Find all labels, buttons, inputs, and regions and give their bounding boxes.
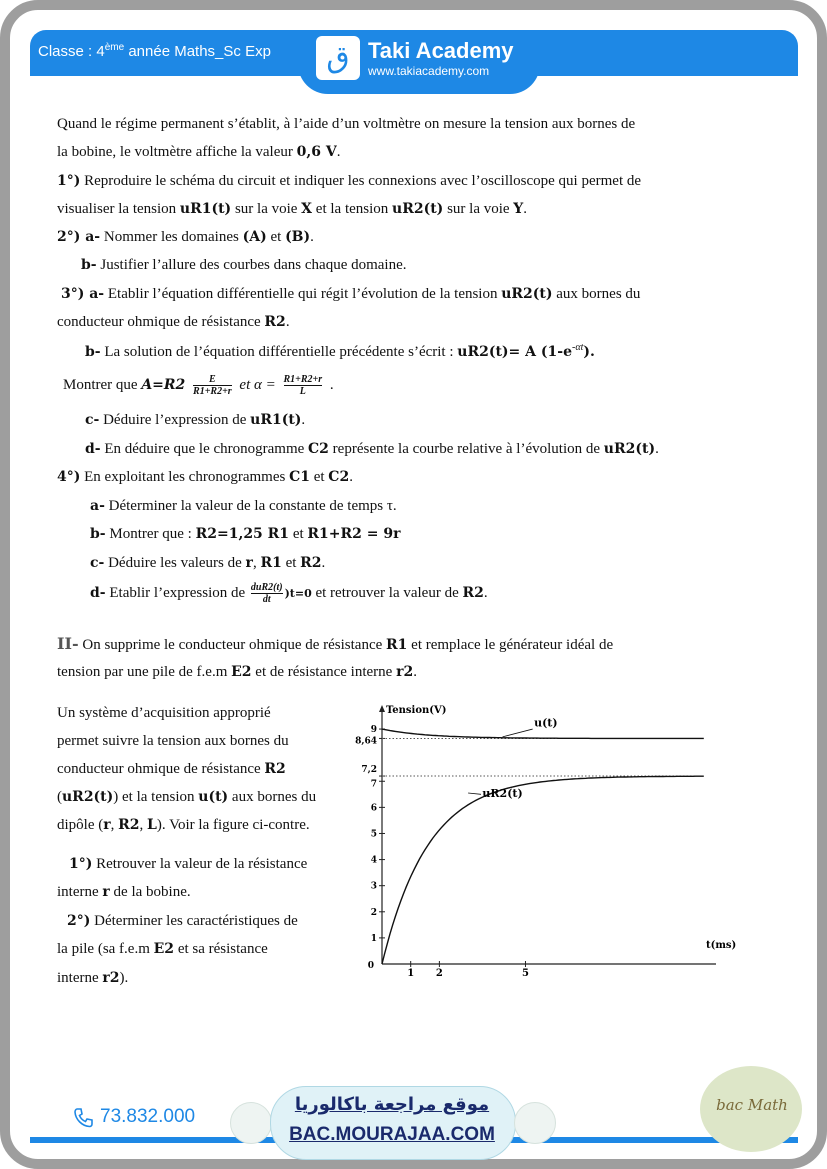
text-line: Un système d’acquisition approprié	[57, 705, 271, 721]
text-line: permet suivre la tension aux bornes du	[57, 733, 289, 749]
series-ur2-label: uR2(t)	[482, 786, 523, 800]
y-tick-label: 7,2	[361, 765, 377, 776]
x-tick-label: 5	[521, 968, 529, 979]
text-line: (uR2(t)) et la tension u(t) aux bornes du	[57, 789, 317, 805]
y-tick-label: 6	[370, 803, 377, 814]
series-u-curve	[382, 729, 704, 738]
site-name-arabic[interactable]: موقع مراجعة باكالوريا	[294, 1094, 490, 1115]
text-line: interne r de la bobine.	[57, 884, 191, 900]
text-line: dipôle (r, R2, L). Voir la figure ci-contre.	[57, 817, 310, 833]
bac-math-badge-text: bac Math	[716, 1096, 788, 1114]
part-ii: II- On supprime le conducteur ohmique de résistance R1 et remplace le générateur idéal de	[57, 634, 614, 653]
question-4a: a- Déterminer la valeur de la constante de temps τ.	[90, 498, 397, 514]
x-tick-label: 2	[435, 968, 443, 979]
question-4c: c- Déduire les valeurs de r, R1 et R2.	[90, 555, 326, 571]
question-2b: b- Justifier l’allure des courbes dans chaque domaine.	[81, 257, 407, 273]
question-2a: 2°) a- Nommer les domaines (A) et (B).	[57, 229, 314, 245]
taki-logo-icon: ق	[316, 36, 360, 80]
question-1: 1°) Reproduire le schéma du circuit et indiquer les connexions avec l’oscilloscope qui permet de	[57, 173, 642, 189]
y-tick-label: 8,64	[355, 736, 377, 747]
x-axis-label: t(ms)	[706, 940, 737, 951]
y-tick-label: 1	[370, 933, 377, 944]
series-ur2-pointer	[468, 793, 481, 794]
text-line: visualiser la tension uR1(t) sur la voie X et la tension uR2(t) sur la voie Y.	[57, 201, 528, 217]
y-tick-label: 2	[370, 907, 377, 918]
text-line: tension par une pile de f.e.m E2 et de résistance interne r2.	[57, 664, 417, 680]
y-tick-label: 0	[367, 961, 374, 971]
formula-line: Montrer que A=R2 $\frac{E}{R1+R2+r}$ et α = $\frac{R1+R2+r}{L}$ .	[63, 374, 334, 397]
x-tick-label: 1	[407, 968, 415, 979]
question-4: 4°) En exploitant les chronogrammes C1 et C2.	[57, 469, 353, 485]
y-axis-arrow	[379, 705, 385, 712]
bac-mourajaa-logo-right	[514, 1102, 556, 1144]
question-3c: c- Déduire l’expression de uR1(t).	[85, 412, 306, 428]
y-tick-label: 9	[370, 725, 377, 736]
class-label: Classe : 4ème année Maths_Sc Exp	[38, 42, 271, 60]
y-tick-label: 4	[370, 855, 377, 866]
text-line: la pile (sa f.e.m E2 et sa résistance	[57, 941, 268, 957]
y-tick-label: 5	[370, 829, 377, 840]
text-line: Quand le régime permanent s’établit, à l’aide d’un voltmètre on mesure la tension aux bornes de	[57, 116, 636, 132]
question-3b: b- La solution de l’équation différentielle précédente s’écrit : uR2(t)= A $(1-e^{-\alpha t})$.	[85, 342, 595, 360]
y-tick-label: 7	[370, 779, 377, 790]
series-ur2-curve	[382, 776, 704, 964]
question-3d: d- En déduire que le chronogramme C2 représente la courbe relative à l’évolution de uR2(t).	[85, 441, 659, 457]
question-ii-1: 1°) Retrouver la valeur de la résistance	[69, 856, 308, 872]
phone-number[interactable]: 73.832.000	[100, 1106, 196, 1127]
y-axis-label: Tension(V)	[386, 705, 447, 716]
phone-icon	[72, 1106, 96, 1130]
tension-chart	[352, 702, 737, 979]
bac-mourajaa-logo-left	[230, 1102, 272, 1144]
series-u-label: u(t)	[534, 716, 558, 730]
brand-name: Taki Academy	[368, 38, 514, 63]
text-line: interne r2).	[57, 970, 129, 986]
text-line: la bobine, le voltmètre affiche la valeur 0,6 V.	[57, 144, 341, 160]
question-ii-2: 2°) Déterminer les caractéristiques de	[67, 913, 298, 929]
text-line: conducteur ohmique de résistance R2.	[57, 314, 290, 330]
question-3a: 3°) a- Etablir l’équation différentielle qui régit l’évolution de la tension uR2(t) aux bornes du	[61, 286, 641, 302]
site-name-latin[interactable]: BAC.MOURAJAA.COM	[289, 1124, 495, 1145]
text-line: conducteur ohmique de résistance R2	[57, 761, 286, 777]
series-u-pointer	[503, 729, 533, 737]
brand-url[interactable]: www.takiacademy.com	[368, 64, 490, 78]
question-4d: d- Etablir l’expression de duR2(t) dt )t=0 et retrouver la valeur de R2.	[90, 582, 488, 605]
question-4b: b- Montrer que : R2=1,25 R1 et R1+R2 = 9r	[90, 526, 401, 542]
y-tick-label: 3	[370, 881, 377, 892]
